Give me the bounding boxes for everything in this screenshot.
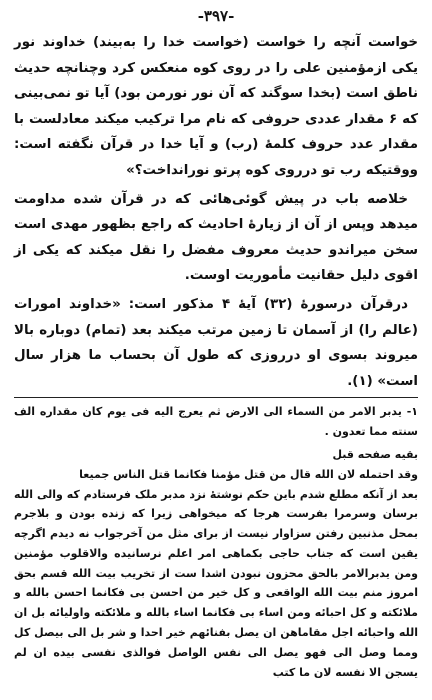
main-text	[14, 30, 418, 394]
footnotes	[14, 402, 418, 682]
footnote-arabic-line: وقد احتمله لان الله قال من قتل مؤمنا فکانما قتل الناس جمیعا	[79, 467, 418, 481]
footnote-paragraph: بعد از آنکه مطلع شدم باین حکم نوشتهٔ نزد مدبر ملک فرستادم که والی الله برسان وسرمرا بفرست هرجا که میخواهی زیرا که زنده بودن و بلاجرم بمحل مذنبین رفتن سزاوار نیست از برای مثل من آخرجواب نه دیدم اگرچه یقین است که جناب حاجی بکماهی امر اعلم نرسانیده والاقلوب مؤمنین ومن یدبرالامر بالحق محزون نبودن اشدا ست از تخریب بیت الله قسم بحق امروز منم بیت الله الواقعی و کل خیر من احسن بی فکانما احسن بالله و ملائکته و کل احبائه ومن اساء بی فکانما اساء بالله و ملائکته واولیائه بل ان الله واحبائه اجل مقاماهن ان یصل بفنائهم خیر احدا و شر بل الی بیصل کل ومما وصل الی فهو یصل الی نفس الواصل فوالذی نفسی بیده ان لم یسجن الا نفسه لان ما کتب	[14, 487, 418, 679]
footnote-continued-label: بقیه صفحه قبل	[332, 447, 418, 461]
body-paragraph: خلاصه باب در پیش گوئی‌هائی که در قرآن شده مداومت میدهد وپس از آن از زیارهٔ احادیث که راجع بظهور مهدی است سخن میراندو حدیث معروف مفضل را نقل میکند که یکی از اقوی دلیل حقانیت مأموریت اوست.	[14, 191, 418, 284]
footnote-divider	[14, 397, 418, 398]
footnote-1: ۱- یدبر الامر من السماء الی الارض ثم یعرج الیه فی یوم کان مقداره الف سنته مما تعدون .	[14, 405, 418, 439]
body-paragraph: خواست آنچه را خواست (خواست خدا را به‌بیند) خداوند نور یکی ازمؤمنین علی را در روی کوه منعکس کرد وچنانچه حدیث ناطق است (بخدا سوگند که آن نور نورمن بود) آیا تو نمی‌بینی که ۶ مقدار عددی حروفی که نام مرا ترکیب میکند معادلست با مقدار عدد حروف کلمهٔ (رب) و آیا خدا در قرآن نگفته است: ووقتیکه رب تو درروی کوه پرتو نورانداخت؟»	[14, 35, 418, 178]
body-paragraph: درقرآن درسورهٔ (۳۲) آیهٔ ۴ مذکور است: «خداوند امورات (عالم را) از آسمان تا زمین مرتب میکند بعد (تمام) دوباره بالا میروند بسوی او درروزی که طول آن بحساب ما هزار سال است» (۱).	[14, 296, 418, 389]
page-number: -۳۹۷-	[197, 7, 235, 25]
